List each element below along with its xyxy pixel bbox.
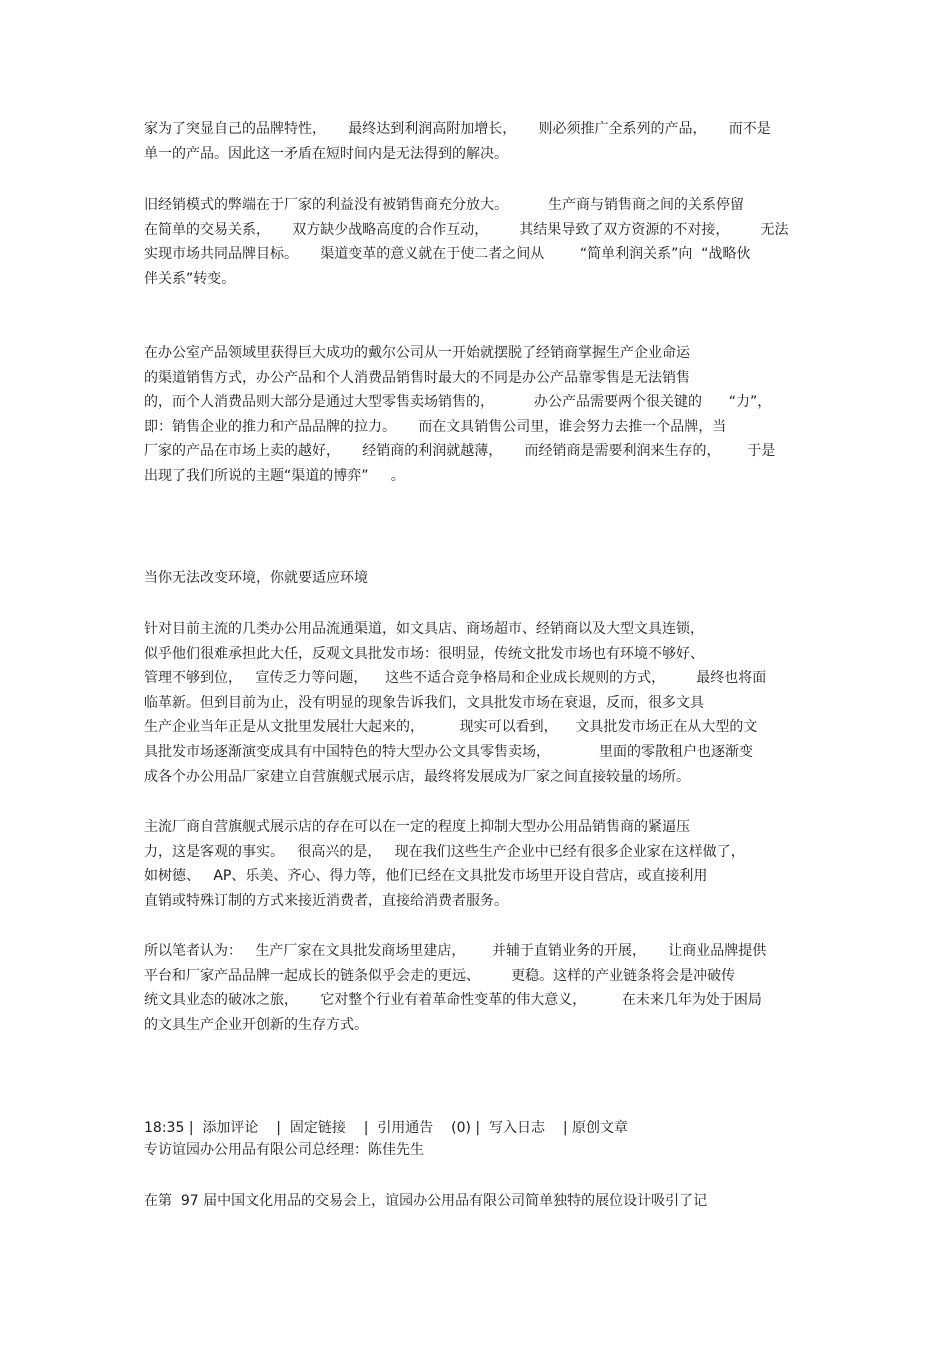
paragraph-line: 针对目前主流的几类办公用品流通渠道，如文具店、商场超市、经销商以及大型文具连锁， — [144, 621, 704, 637]
meta-separator: | — [363, 1120, 369, 1136]
paragraph-line: 似乎他们很难承担此大任，反观文具批发市场：很明显，传统文批发市场也有环境不够好、 — [144, 645, 704, 662]
paragraph-5 — [144, 617, 766, 789]
section-heading-text: 当你无法改变环境，你就要适应环境 — [144, 570, 368, 586]
paragraph-line: 旧经销模式的弊端在于厂家的利益没有被销售商充分放大。 生产商与销售商之间的关系停留 — [144, 197, 745, 213]
paragraph-line: 在简单的交易关系， 双方缺少战略高度的合作互动， 其结果导致了双方资源的不对接， 无法 — [144, 221, 789, 238]
paragraph-line: 的渠道销售方式，办公产品和个人消费品销售时最大的不同是办公产品靠零售是无法销售 — [144, 369, 690, 386]
paragraph-line: 出现了我们所说的主题“渠道的博弈” 。 — [144, 467, 405, 484]
paragraph-7 — [144, 939, 766, 1037]
meta-separator: | — [562, 1120, 568, 1136]
paragraph-line: 即：销售企业的推力和产品品牌的拉力。 而在文具销售公司里，谁会努力去推一个品牌，当 — [144, 418, 727, 435]
paragraph-line: 力，这是客观的事实。 很高兴的是， 现在我们这些生产企业中已经有很多企业家在这样做了， — [144, 843, 745, 860]
next-article-title[interactable]: 专访谊园办公用品有限公司总经理：陈佳先生 — [144, 1142, 424, 1158]
post-time: 18:35 — [144, 1120, 185, 1136]
paragraph-line: 的文具生产企业开创新的生存方式。 — [144, 1016, 368, 1033]
trackback-link[interactable]: 引用通告 — [377, 1120, 434, 1136]
paragraph-3 — [144, 341, 775, 489]
paragraph-line: 主流厂商自营旗舰式展示店的存在可以在一定的程度上抑制大型办公用品销售商的紧逼压 — [144, 819, 690, 835]
meta-separator: | — [475, 1120, 481, 1136]
permalink-link[interactable]: 固定链接 — [289, 1120, 346, 1136]
trackback-count: (0) — [451, 1120, 471, 1136]
paragraph-line: 的，而个人消费品则大部分是通过大型零售卖场销售的， 办公产品需要两个很关键的 “力”， — [144, 394, 772, 411]
next-article-excerpt — [144, 1189, 707, 1214]
paragraph-line: 家为了突显自己的品牌特性， 最终达到利润高附加增长， 则必须推广全系列的产品， 而不是 — [144, 121, 771, 137]
paragraph-line: 在第 97 届中国文化用品的交易会上，谊园办公用品有限公司简单独特的展位设计吸引了记 — [144, 1193, 708, 1209]
original-article-link[interactable]: 原创文章 — [572, 1120, 629, 1136]
paragraph-line: 如树德、 AP、乐美、齐心、得力等，他们已经在文具批发市场里开设自营店，或直接利用 — [144, 868, 708, 885]
paragraph-line: 生产企业当年正是从文批里发展壮大起来的， 现实可以看到， 文具批发市场正在从大型的文 — [144, 719, 758, 736]
paragraph-line: 伴关系”转变。 — [144, 270, 236, 287]
paragraph-6 — [144, 815, 745, 913]
paragraph-line: 单一的产品。因此这一矛盾在短时间内是无法得到的解决。 — [144, 145, 508, 162]
add-comment-link[interactable]: 添加评论 — [202, 1120, 259, 1136]
paragraph-line: 平台和厂家产品品牌一起成长的链条似乎会走的更远、 更稳。这样的产业链条将会是冲破传 — [144, 967, 736, 984]
paragraph-line: 在办公室产品领域里获得巨大成功的戴尔公司从一开始就摆脱了经销商掌握生产企业命运 — [144, 345, 690, 361]
paragraph-line: 直销或特殊订制的方式来接近消费者，直接给消费者服务。 — [144, 892, 508, 909]
paragraph-line: 统文具业态的破冰之旅， 它对整个行业有着革命性变革的伟大意义， 在未来几年为处于困局 — [144, 992, 762, 1009]
paragraph-line: 具批发市场逐渐演变成具有中国特色的特大型办公文具零售卖场， 里面的零散租户也逐渐变 — [144, 743, 753, 760]
paragraph-line: 管理不够到位， 宣传乏力等问题， 这些不适合竞争格局和企业成长规则的方式， 最终也将面 — [144, 670, 767, 687]
paragraph-2 — [144, 193, 789, 291]
paragraph-line: 实现市场共同品牌目标。 渠道变革的意义就在于使二者之间从 “简单利润关系”向 “战略伙 — [144, 246, 751, 263]
post-meta-line — [144, 1117, 628, 1139]
paragraph-line: 成各个办公用品厂家建立自营旗舰式展示店，最终将发展成为厂家之间直接较量的场所。 — [144, 768, 690, 785]
paragraph-line: 所以笔者认为： 生产厂家在文具批发商场里建店， 并辅于直销业务的开展， 让商业品牌提供 — [144, 943, 767, 959]
post-meta-bar — [144, 1117, 628, 1161]
paragraph-line: 厂家的产品在市场上卖的越好， 经销商的利润就越薄， 而经销商是需要利润来生存的， 于是 — [144, 443, 776, 460]
meta-separator: | — [188, 1120, 194, 1136]
section-heading — [144, 566, 368, 591]
meta-separator: | — [276, 1120, 281, 1136]
paragraph-line: 临革新。但到目前为止，没有明显的现象告诉我们，文具批发市场在衰退，反而，很多文具 — [144, 694, 704, 711]
paragraph-1 — [144, 117, 771, 166]
write-log-link[interactable]: 写入日志 — [489, 1120, 546, 1136]
